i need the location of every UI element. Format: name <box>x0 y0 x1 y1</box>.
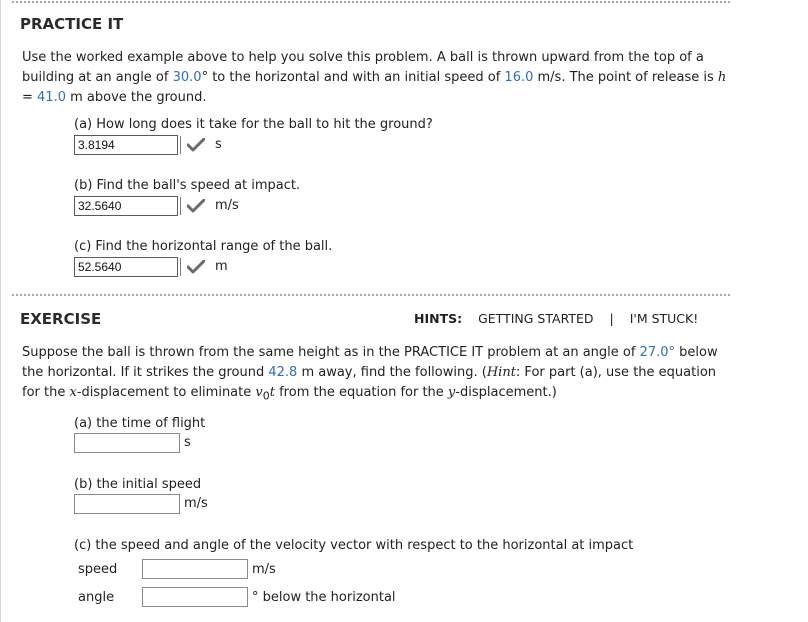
check-icon <box>187 199 205 213</box>
practice-question-b: (b) Find the ball's speed at impact. <box>74 178 301 193</box>
angle-unit: ° below the horizontal <box>252 590 396 605</box>
unit-b: m/s <box>215 198 239 213</box>
hints-separator: | <box>609 311 614 326</box>
unit-c: m <box>215 259 228 274</box>
exercise-angle-value: 27.0° <box>639 345 676 360</box>
speed-label: speed <box>78 562 118 577</box>
practice-intro: Use the worked example above to help you solve this problem. A ball is thrown upward from the top of a building at an angle of 30.0° to the horizontal and with an initial speed of 16.0 m/s. The point of release is h = 41.0 m above the ground. <box>22 50 727 105</box>
exercise-unit-a: s <box>184 435 191 450</box>
exercise-title: EXERCISE <box>20 310 102 328</box>
section-divider <box>12 294 730 296</box>
hints-label: HINTS: <box>414 311 463 326</box>
check-icon <box>187 138 205 152</box>
left-border <box>0 0 1 622</box>
practice-answer-c[interactable]: 52.5640 <box>74 257 178 277</box>
im-stuck-link[interactable]: I'M STUCK! <box>629 311 699 326</box>
impact-speed-input[interactable] <box>142 559 248 579</box>
hints-bar <box>414 311 698 326</box>
answer-divider <box>180 197 181 215</box>
practice-answer-b[interactable]: 32.5640 <box>74 196 178 216</box>
answer-divider <box>180 258 181 276</box>
angle-label: angle <box>78 590 115 605</box>
angle-value: 30.0 <box>172 70 202 85</box>
exercise-question-c: (c) the speed and angle of the velocity vector with respect to the horizontal at impact <box>74 538 634 553</box>
height-value: 41.0 <box>37 90 66 105</box>
exercise-distance-value: 42.8 <box>268 365 298 380</box>
time-of-flight-input[interactable] <box>74 433 180 453</box>
answer-divider <box>180 136 181 154</box>
unit-a: s <box>215 137 222 152</box>
practice-answer-a[interactable]: 3.8194 <box>74 135 178 155</box>
exercise-question-b: (b) the initial speed <box>74 477 202 492</box>
practice-question-a: (a) How long does it take for the ball to hit the ground? <box>74 117 433 132</box>
check-icon <box>187 260 205 274</box>
exercise-unit-b: m/s <box>184 496 208 511</box>
top-divider <box>12 1 730 3</box>
initial-speed-input[interactable] <box>74 494 180 514</box>
getting-started-link[interactable]: GETTING STARTED <box>478 311 594 326</box>
speed-unit: m/s <box>252 562 276 577</box>
practice-title: PRACTICE IT <box>20 15 124 33</box>
impact-angle-input[interactable] <box>142 587 248 607</box>
exercise-question-a: (a) the time of flight <box>74 416 206 431</box>
practice-question-c: (c) Find the horizontal range of the ball. <box>74 239 333 254</box>
exercise-text: Suppose the ball is thrown from the same height as in the PRACTICE IT problem at an angle of 27.0° below the horizontal. If it strikes the ground 42.8 m away, find the following. (Hint: For part (a), use the equation for the x-displacement to eliminate $v_0t$ from the equation for the y-displacement.) <box>22 345 718 403</box>
speed-value: 16.0 <box>504 70 534 85</box>
